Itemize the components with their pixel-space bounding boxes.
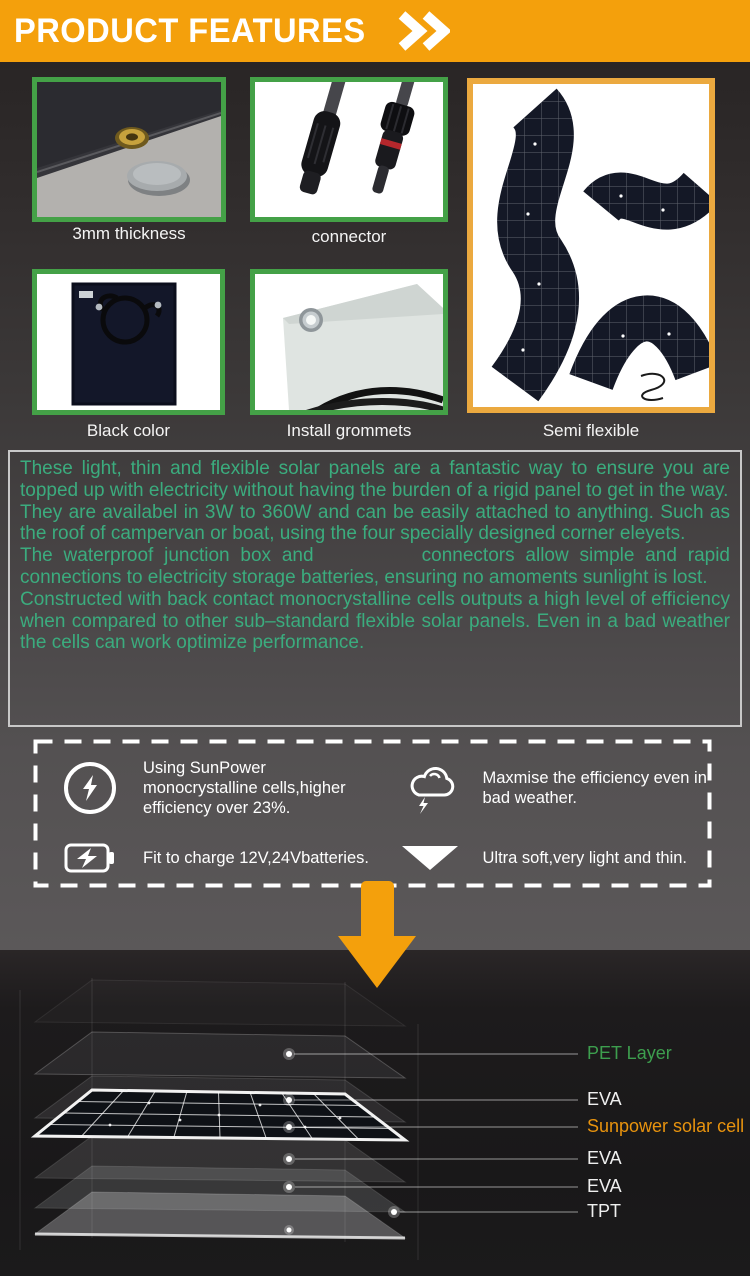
caption-black-color: Black color [86,421,171,440]
double-chevron-right-icon [396,11,450,51]
layer-label-pet: PET Layer [587,1043,672,1063]
white-panel-grommet-cable-image [255,274,443,410]
battery-charge-icon [61,840,119,876]
feature-text: Fit to charge 12V,24Vbatteries. [143,849,369,867]
description-paragraph: They are availabel in 3W to 360W and can be easily attached to anything. Such as the roof of campervan or boat, using the four specially designed corner eleyets. [20,501,730,545]
feature-grid [33,745,712,885]
description-box [8,450,742,727]
page-title: PRODUCT FEATURES [14,11,366,50]
storm-cloud-icon [401,762,459,814]
gallery-image-semi-flexible [467,78,715,413]
feature-item-charging [33,831,373,885]
feature-item-efficiency [33,745,373,831]
exploded-layer-diagram [0,950,750,1276]
gallery-image-install-grommets [250,269,448,415]
caption-3mm-thickness: 3mm thickness [72,224,186,243]
layer-label-eva-1: EVA [587,1089,622,1109]
layer-label-eva-2: EVA [587,1148,622,1168]
caption-semi-flexible: Semi flexible [542,421,640,440]
three-curved-flexible-panels-image [473,84,709,407]
mc4-connectors-image [255,82,443,217]
feature-text: Ultra soft,very light and thin. [482,849,688,867]
black-panel-coiled-cable-image [37,274,220,410]
feature-text: Maxmise the efficiency even in bad weather. [482,769,707,807]
feature-text: Using SunPower monocrystalline cells,higher efficiency over 23%. [143,759,346,817]
lightning-bolt-circle-icon [61,762,119,814]
down-arrow-head [338,936,416,988]
feature-item-weather [373,745,713,831]
panel-corner-grommet-coin-image [37,82,221,217]
gallery-image-3mm-thickness [32,77,226,222]
layer-label-eva-3: EVA [587,1176,622,1196]
product-features-header [0,0,750,62]
soft-triangle-icon [401,846,459,870]
description-paragraph: The waterproof junction box and connectors allow simple and rapid connections to electricity storage batteries, ensuring no amoments sunlight is lost. [20,545,730,588]
feature-item-soft [373,831,713,885]
down-arrow-icon [361,881,394,938]
layer-label-solar-cell: Sunpower solar cell [587,1116,745,1136]
layer-label-tpt: TPT [587,1201,621,1221]
caption-connector: connector [311,227,387,246]
description-paragraph: These light, thin and flexible solar panels are a fantastic way to ensure you are topped up with electricity without having the burden of a rigid panel to get in the way. [20,458,730,501]
gallery-image-black-color [32,269,225,415]
caption-install-grommets: Install grommets [286,421,412,440]
layer-diagram-section [0,950,750,1276]
feature-highlights-box [33,739,712,888]
gallery-image-connector [250,77,448,222]
description-paragraph: Constructed with back contact monocrystalline cells outputs a high level of efficiency when compared to other sub–standard flexible solar panels. Even in a bad weather the cells can work optimize performance. [20,588,730,654]
